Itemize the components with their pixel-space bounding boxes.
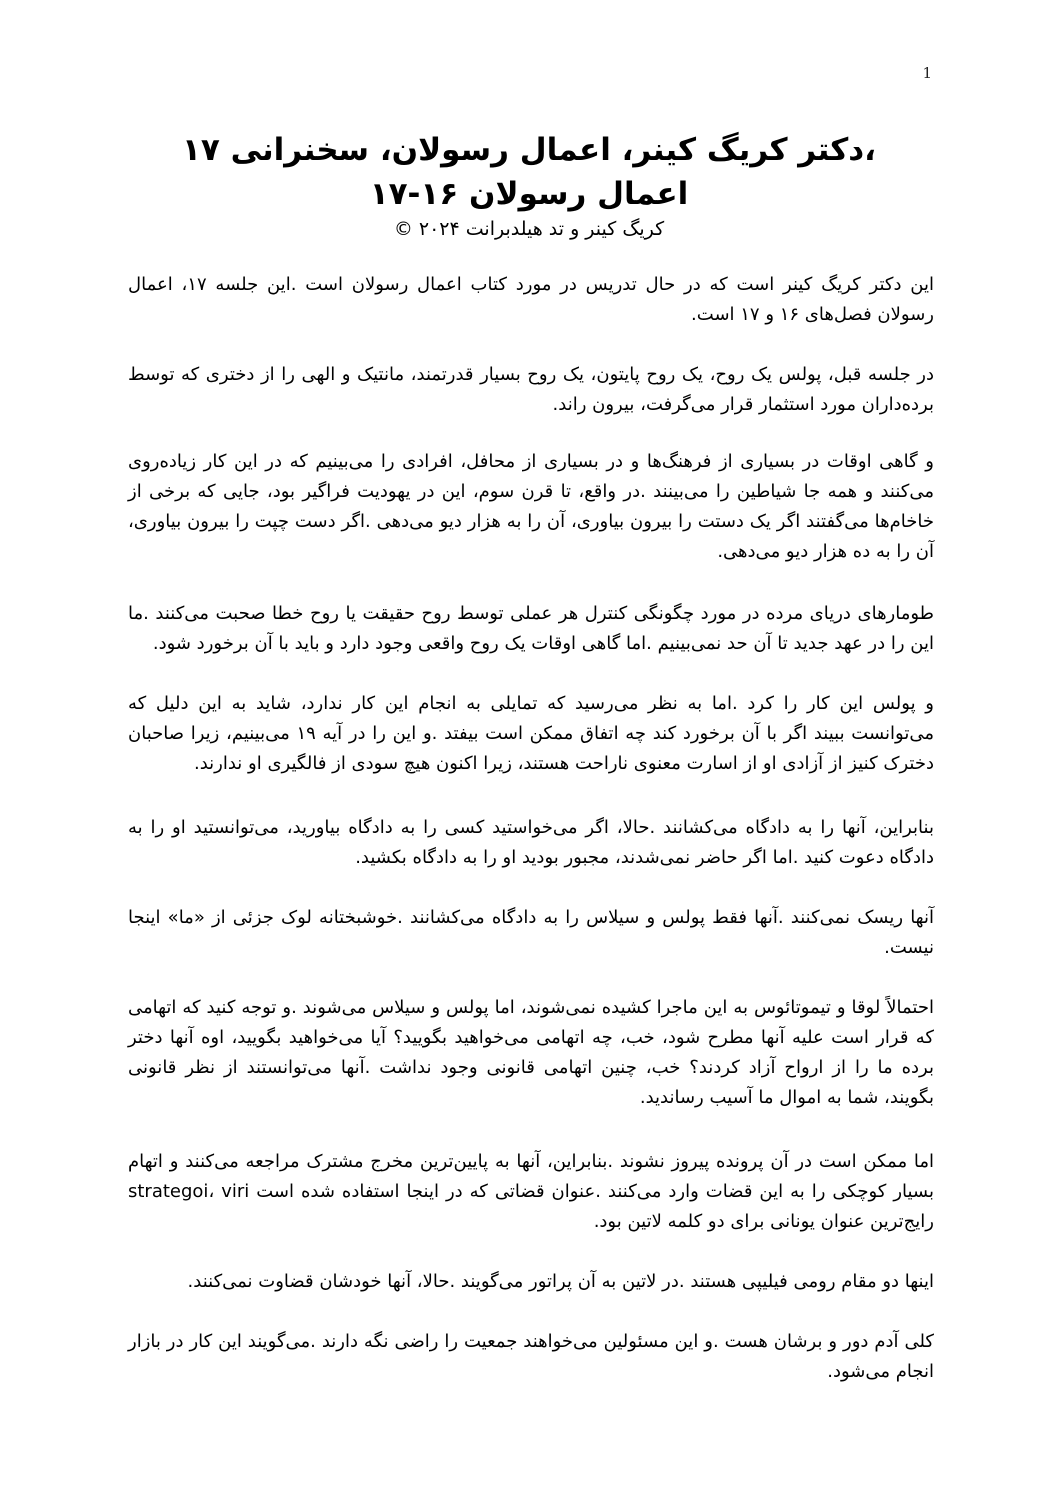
paragraph-2: در جلسه قبل، پولس یک روح، یک روح پایتون، یک روح بسیار قدرتمند، مانتیک و الهی را از دختری که توسط برده‌داران مورد استثمار قرار می‌گرفت، بیرون راند. <box>128 364 934 415</box>
title-line-2: اعمال رسولان ۱۶-۱۷ <box>369 176 689 212</box>
paragraph-8: احتمالاً لوقا و تیموتائوس به این ماجرا کشیده نمی‌شوند، اما پولس و سیلاس می‌شوند .و توجه کنید که اتهامی که قرار است علیه آنها مطرح شود، خب، چه اتهامی می‌خواهید بگویید؟ آیا می‌خواهید بگویید، اوه آنها دختر برده ما را از ارواح آزاد کردند؟ خب، چنین اتهامی قانونی وجود نداشت .آنها می‌توانستند از نظر قانونی بگویند، شما به اموال ما آسیب رساندید. <box>128 997 934 1108</box>
paragraph-11: کلی آدم دور و برشان هست .و این مسئولین می‌خواهند جمعیت را راضی نگه دارند .می‌گویند این کار در بازار انجام می‌شود. <box>128 1331 934 1382</box>
paragraph-10: اینها دو مقام رومی فیلیپی هستند .در لاتین به آن پراتور می‌گویند .حالا، آنها خودشان قضاوت نمی‌کنند. <box>187 1271 934 1292</box>
paragraph-6: بنابراین، آنها را به دادگاه می‌کشانند .حالا، اگر می‌خواستید کسی را به دادگاه بیاورید، می‌توانستید او را به دادگاه دعوت کنید .اما اگر حاضر نمی‌شدند، مجبور بودید او را به دادگاه بکشید. <box>128 817 934 868</box>
page-number: 1 <box>922 64 932 82</box>
paragraph-4: طومارهای دریای مرده در مورد چگونگی کنترل هر عملی توسط روح حقیقت یا روح خطا صحبت می‌کنند .ما این را در عهد جدید تا آن حد نمی‌بینیم .اما گاهی اوقات یک روح واقعی وجود دارد و باید با آن برخورد شود. <box>128 603 934 654</box>
page-title <box>0 128 1058 216</box>
paragraph-5: و پولس این کار را کرد .اما به نظر می‌رسید که تمایلی به انجام این کار ندارد، شاید به این دلیل که می‌توانست ببیند اگر با آن برخورد کند چه اتفاق ممکن است بیفتد .و این را در آیه ۱۹ می‌بینیم، زیرا صاحبان دخترک کنیز از آزادی او از اسارت معنوی ناراحت هستند، زیرا اکنون هیچ سودی از فالگیری او ندارند. <box>128 693 934 774</box>
title-line-1: ،دکتر کریگ کینر، اعمال رسولان، سخنرانی ۱۷ <box>182 132 876 168</box>
paragraph-3: و گاهی اوقات در بسیاری از فرهنگ‌ها و در بسیاری از محافل، افرادی را می‌بینیم که در این کار زیاده‌روی می‌کنند و همه جا شیاطین را می‌بینند .در واقع، تا قرن سوم، این در یهودیت فراگیر بود، جایی که برخی از خاخام‌ها می‌گفتند اگر یک دستت را بیرون بیاوری، آن را به هزار دیو می‌دهی .اگر دست چپت را بیرون بیاوری، آن را به ده هزار دیو می‌دهی. <box>128 451 934 562</box>
copyright-notice: کریگ کینر و تد هیلدبرانت ۲۰۲۴ © <box>393 218 665 240</box>
paragraph-1: این دکتر کریگ کینر است که در حال تدریس در مورد کتاب اعمال رسولان است .این جلسه ۱۷، اعمال رسولان فصل‌های ۱۶ و ۱۷ است. <box>128 274 934 325</box>
paragraph-7: آنها ریسک نمی‌کنند .آنها فقط پولس و سیلاس را به دادگاه می‌کشانند .خوشبختانه لوک جزئی از «ما» اینجا نیست. <box>128 907 934 958</box>
paragraph-9: اما ممکن است در آن پرونده پیروز نشوند .بنابراین، آنها به پایین‌ترین مخرج مشترک مراجعه می‌کنند و اتهام بسیار کوچکی را به این قضات وارد می‌کنند .عنوان قضاتی که در اینجا استفاده شده است strategoi، viri رایج‌ترین عنوان یونانی برای دو کلمه لاتین بود. <box>128 1151 934 1232</box>
document-body <box>128 270 934 1387</box>
